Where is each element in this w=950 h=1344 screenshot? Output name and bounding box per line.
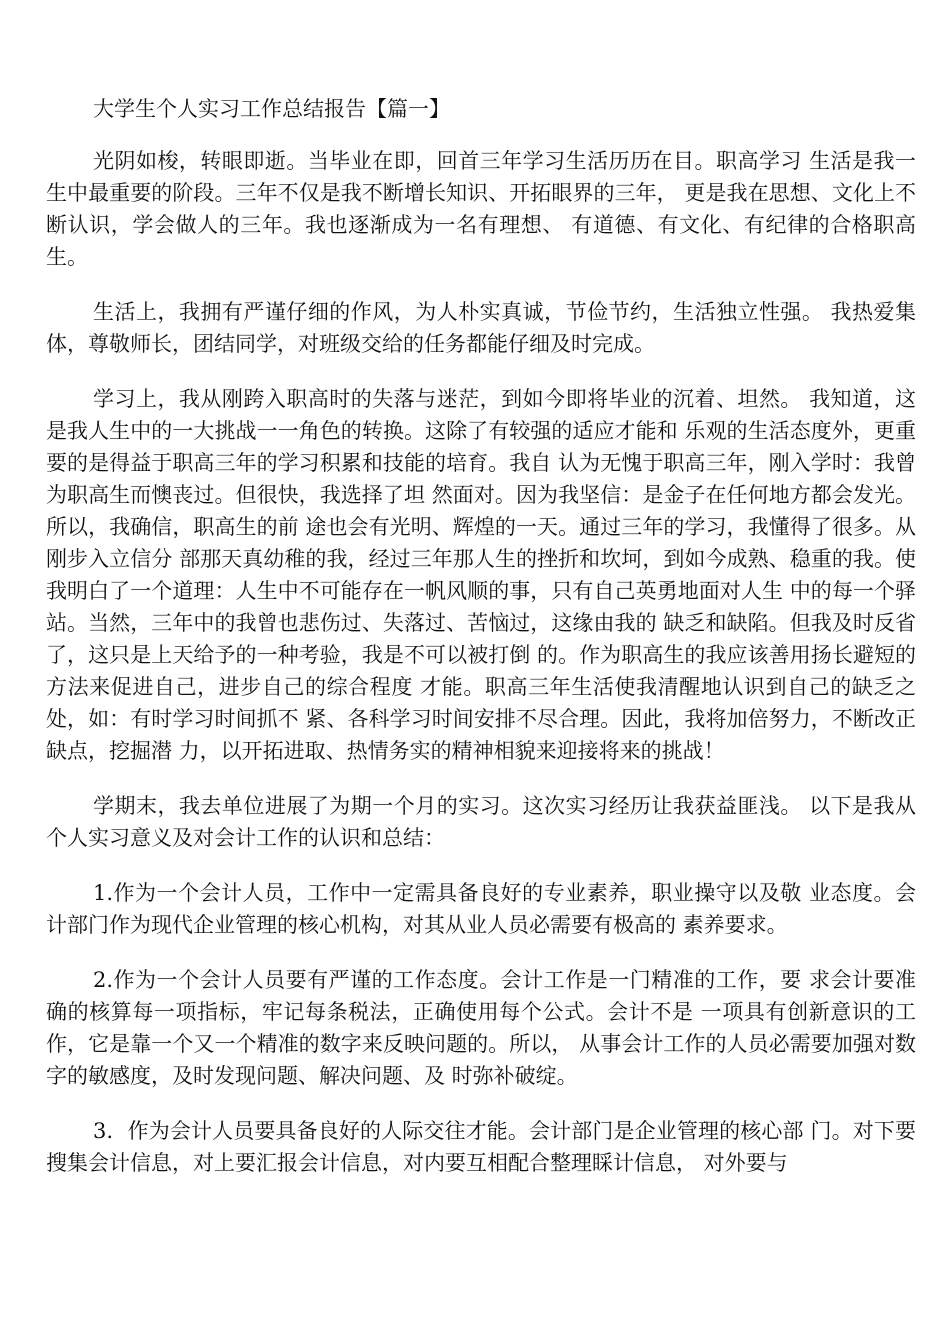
paragraph-5: 1.作为一个会计人员，工作中一定需具备良好的专业素养，职业操守以及敬 业态度。会计部门作为现代企业管理的核心机构，对其从业人员必需要有极高的 素养要求。 — [46, 881, 916, 937]
document-body — [46, 93, 916, 1202]
document-title: 大学生个人实习工作总结报告【篇一】 — [93, 97, 450, 121]
paragraph-3: 学习上，我从刚跨入职高时的失落与迷茫，到如今即将毕业的沉着、坦然。 我知道，这是我人生中的一大挑战一一角色的转换。这除了有较强的适应才能和 乐观的生活态度外，更重要的是得益于职高三年的学习积累和技能的培育。我自 认为无愧于职高三年，刚入学时：我曾为职高生而懊丧过。但很快，我选择了坦 然面对。因为我坚信：是金子在任何地方都会发光。所以，我确信，职高生的前 途也会有光明、辉煌的一天。通过三年的学习，我懂得了很多。从刚步入立信分 部那天真幼稚的我，经过三年那人生的挫折和坎坷，到如今成熟、稳重的我。使 我明白了一个道理：人生中不可能存在一帆风顺的事，只有自己英勇地面对人生 中的每一个驿站。当然，三年中的我曾也悲伤过、失落过、苦恼过，这缘由我的 缺乏和缺陷。但我及时反省了，这只是上天给予的一种考验，我是不可以被打倒 的。作为职高生的我应该善用扬长避短的方法来促进自己，进步自己的综合程度 才能。职高三年生活使我清醒地认识到自己的缺乏之处，如：有时学习时间抓不 紧、各科学习时间安排不尽合理。因此，我将加倍努力，不断改正缺点，挖掘潜 力，以开拓进取、热情务实的精神相貌来迎接将来的挑战！ — [46, 387, 916, 763]
paragraph-1: 光阴如梭，转眼即逝。当毕业在即，回首三年学习生活历历在目。职高学习 生活是我一生中最重要的阶段。三年不仅是我不断增长知识、开拓眼界的三年， 更是我在思想、文化上不断认识，学会做人的三年。我也逐渐成为一名有理想、 有道德、有文化、有纪律的合格职高生。 — [46, 149, 916, 269]
paragraph-6: 2.作为一个会计人员要有严谨的工作态度。会计工作是一门精准的工作，要 求会计要准确的核算每一项指标，牢记每条税法，正确使用每个公式。会计不是 一项具有创新意识的工作，它是靠一个又一个精准的数字来反映问题的。所以， 从事会计工作的人员必需要加强对数字的敏感度，及时发现问题、解决问题、及 时弥补破绽。 — [46, 968, 916, 1088]
paragraph-4: 学期末，我去单位进展了为期一个月的实习。这次实习经历让我获益匪浅。 以下是我从个人实习意义及对会计工作的认识和总结： — [46, 794, 916, 850]
paragraph-2: 生活上，我拥有严谨仔细的作风，为人朴实真诚，节俭节约，生活独立性强。 我热爱集体，尊敬师长，团结同学，对班级交给的任务都能仔细及时完成。 — [46, 300, 916, 356]
paragraph-7: 3．作为会计人员要具备良好的人际交往才能。会计部门是企业管理的核心部 门。对下要搜集会计信息，对上要汇报会计信息，对内要互相配合整理睬计信息， 对外要与 — [46, 1119, 916, 1175]
